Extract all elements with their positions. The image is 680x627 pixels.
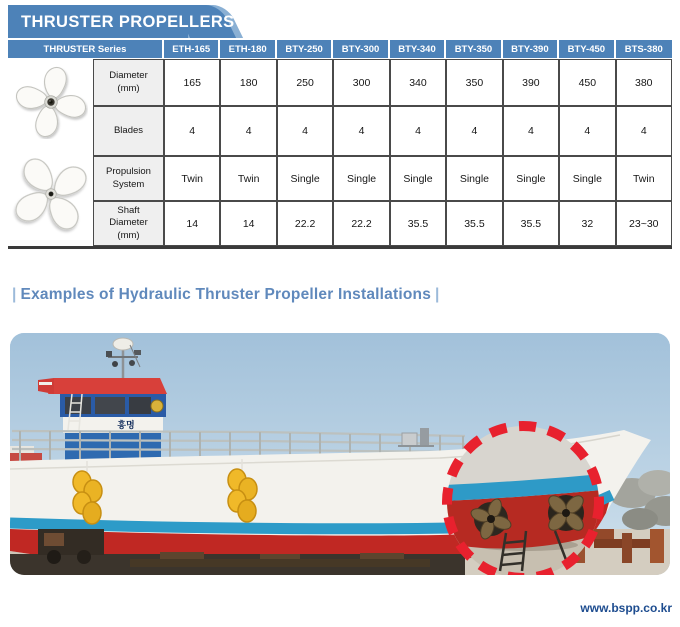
value-cell: Single — [503, 156, 559, 201]
value-cell: 32 — [559, 201, 615, 246]
value-cell: 4 — [616, 106, 672, 156]
value-cell: 4 — [503, 106, 559, 156]
row-label: Diameter (mm) — [93, 59, 164, 106]
section-heading-text: Examples of Hydraulic Thruster Propeller Installations — [20, 286, 432, 303]
value-cell: 14 — [220, 201, 276, 246]
value-cell: 390 — [503, 59, 559, 106]
heading-divider-right: | — [435, 286, 440, 303]
column-header-bts-380: BTS-380 — [616, 40, 672, 58]
value-cell: 35.5 — [390, 201, 446, 246]
column-header-bty-340: BTY-340 — [390, 40, 446, 58]
value-cell: 450 — [559, 59, 615, 106]
installation-photo — [10, 333, 670, 575]
propeller-image-bottom — [10, 151, 92, 237]
value-cell: 4 — [220, 106, 276, 156]
column-header-eth-165: ETH-165 — [164, 40, 220, 58]
bow-thruster-2 — [545, 492, 586, 533]
boat-photo-illustration — [10, 333, 670, 575]
column-header-bty-350: BTY-350 — [446, 40, 502, 58]
boat-name-text: 흥명 — [117, 420, 135, 430]
section-heading — [8, 286, 444, 304]
value-cell: 14 — [164, 201, 220, 246]
value-cell: 4 — [559, 106, 615, 156]
page-title: THRUSTER PROPELLERS — [21, 12, 235, 31]
value-cell: Single — [333, 156, 389, 201]
value-cell: 4 — [446, 106, 502, 156]
value-cell: 350 — [446, 59, 502, 106]
title-banner — [8, 5, 258, 38]
value-cell: Twin — [616, 156, 672, 201]
radar-dome — [113, 338, 133, 350]
keel-blocks — [130, 552, 430, 567]
value-cell: 35.5 — [446, 201, 502, 246]
roof — [48, 378, 167, 394]
value-cell: 300 — [333, 59, 389, 106]
propeller-image-cell — [8, 59, 93, 246]
value-cell: Single — [559, 156, 615, 201]
value-cell: 4 — [164, 106, 220, 156]
value-cell: 22.2 — [333, 201, 389, 246]
column-header-eth-180: ETH-180 — [220, 40, 276, 58]
value-cell: Single — [277, 156, 333, 201]
value-cell: 4 — [277, 106, 333, 156]
value-cell: 340 — [390, 59, 446, 106]
website-url: www.bspp.co.kr — [580, 601, 672, 615]
row-label: Shaft Diameter (mm) — [93, 201, 164, 246]
column-header-bty-450: BTY-450 — [559, 40, 615, 58]
life-ring — [151, 400, 163, 412]
row-label: Blades — [93, 106, 164, 156]
value-cell: 180 — [220, 59, 276, 106]
value-cell: 250 — [277, 59, 333, 106]
value-cell: 380 — [616, 59, 672, 106]
column-header-bty-300: BTY-300 — [333, 40, 389, 58]
table-body — [8, 59, 672, 249]
value-cell: 23~30 — [616, 201, 672, 246]
heading-divider-left: | — [12, 286, 17, 303]
value-cell: Twin — [220, 156, 276, 201]
value-cell: Single — [446, 156, 502, 201]
propeller-image-top — [14, 65, 88, 139]
value-cell: Single — [390, 156, 446, 201]
table-series-header: THRUSTER Series — [8, 40, 164, 58]
table-header-row — [8, 40, 672, 58]
value-cell: 165 — [164, 59, 220, 106]
value-cell: 22.2 — [277, 201, 333, 246]
value-cell: 4 — [390, 106, 446, 156]
value-cell: 4 — [333, 106, 389, 156]
column-header-bty-250: BTY-250 — [277, 40, 333, 58]
value-cell: Twin — [164, 156, 220, 201]
column-header-bty-390: BTY-390 — [503, 40, 559, 58]
value-cell: 35.5 — [503, 201, 559, 246]
row-label: Propulsion System — [93, 156, 164, 201]
